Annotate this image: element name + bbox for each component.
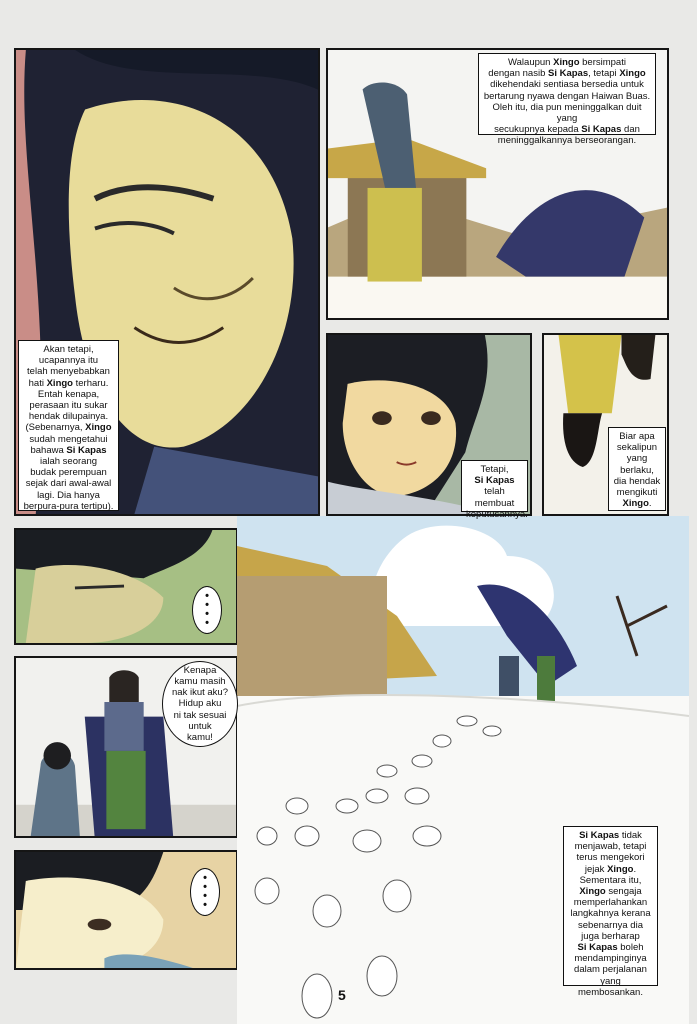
silence-bubble-bottom: • • • • [190,868,220,916]
page-number: 5 [338,987,346,1003]
caption-follow-xingo: Biar apa sekalipun yang berlaku, dia hendak mengikuti Xingo. [608,427,666,511]
caption-xingo-touched: Akan tetapi, ucapannya itu telah menyebabkan hati Xingo terharu. Entah kenapa, perasaan itu sukar hendak dilupainya. (Sebenarnya, Xingo sudah mengetahui bahawa Si Kapas ialah seorang budak perempuan sejak dari awal-awal lagi. Dia hanya berpura-pura tertipu). [18,340,119,511]
caption-xingo-leaving: Walaupun Xingo bersimpati dengan nasib Si Kapas, tetapi Xingo dikehendaki sentiasa bersedia untuk bertarung nyawa dengan Haiwan Buas. Oleh itu, dia pun meninggalkan duit yang secukupnya kepada Si Kapas dan meninggalkannya berseorangan. [478,53,656,135]
caption-si-kapas-follows: Si Kapas tidak menjawab, tetapi terus mengekori jejak Xingo. Sementara itu, Xingo sengaja memperlahankan langkahnya kerana sebenarnya dia juga berharap Si Kapas boleh mendampinginya dalam perjalanan yang membosankan. [563,826,658,986]
caption-si-kapas-decided: Tetapi, Si Kapas telah membuat keputusannya. [461,460,528,512]
speech-bubble-xingo: Kenapa kamu masih nak ikut aku? Hidup aku ni tak sesuai untuk kamu! [162,661,238,747]
silence-bubble-top: • • • • [192,586,222,634]
